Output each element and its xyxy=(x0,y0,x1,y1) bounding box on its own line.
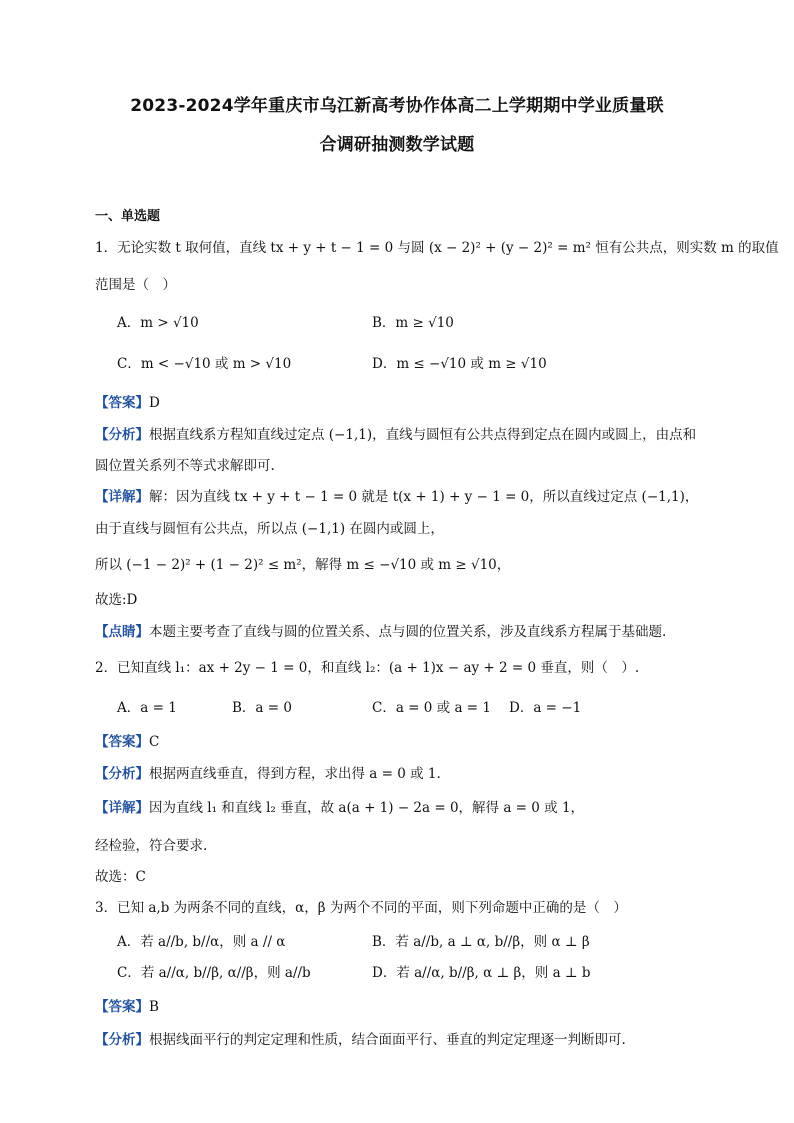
q3-analysis-line xyxy=(95,1028,626,1048)
detail-tag: 【详解】 xyxy=(95,489,149,505)
q1-answer-line xyxy=(95,391,160,411)
q1-detail-line-4: 故选:D xyxy=(95,592,138,608)
page-title-line-2: 合调研抽测数学试题 xyxy=(319,135,475,155)
page-title-line-1: 2023-2024学年重庆市乌江新高考协作体高二上学期期中学业质量联 xyxy=(130,96,664,116)
q1-stem-line-1: 1．无论实数 t 取何值，直线 tx + y + t − 1 = 0 与圆 (x − 2)² + (y − 2)² = m² 恒有公共点，则实数 m 的取值 xyxy=(95,240,779,256)
q2-answer-line xyxy=(95,730,159,750)
q2-option-c: C．a = 0 或 a = 1 xyxy=(372,700,491,716)
q2-option-b: B．a = 0 xyxy=(232,700,292,716)
q2-detail-line-3: 故选：C xyxy=(95,869,146,885)
q2-stem: 2．已知直线 l₁：ax + 2y − 1 = 0，和直线 l₂：(a + 1)x − ay + 2 = 0 垂直，则（ ）. xyxy=(95,660,640,676)
q1-detail-line-1 xyxy=(95,485,698,505)
q1-option-b: B．m ≥ √10 xyxy=(372,315,454,331)
q1-analysis-text: 根据直线系方程知直线过定点 (−1,1)，直线与圆恒有公共点得到定点在圆内或圆上，由点和 xyxy=(149,427,697,443)
q1-detail-text: 解：因为直线 tx + y + t − 1 = 0 就是 t(x + 1) + y − 1 = 0，所以直线过定点 (−1,1)， xyxy=(149,489,699,505)
q2-detail-line-2: 经检验，符合要求. xyxy=(95,838,208,854)
q3-option-c: C．若 a//α, b//β, α//β，则 a//b xyxy=(117,965,311,981)
analysis-tag: 【分析】 xyxy=(95,427,149,443)
q2-option-a: A．a = 1 xyxy=(117,700,177,716)
q1-detail-line-2: 由于直线与圆恒有公共点，所以点 (−1,1) 在圆内或圆上， xyxy=(95,521,444,537)
q2-detail-text: 因为直线 l₁ 和直线 l₂ 垂直，故 a(a + 1) − 2a = 0，解得 a = 0 或 1， xyxy=(149,800,585,816)
q1-answer-value: D xyxy=(149,395,160,411)
q1-analysis-line-2: 圆位置关系列不等式求解即可. xyxy=(95,458,275,474)
q2-answer-value: C xyxy=(149,734,160,750)
q1-analysis-line-1 xyxy=(95,423,696,443)
analysis-tag: 【分析】 xyxy=(95,766,149,782)
section-heading: 一、单选题 xyxy=(95,209,161,224)
answer-tag: 【答案】 xyxy=(95,999,149,1015)
comment-tag: 【点睛】 xyxy=(95,624,149,640)
analysis-tag: 【分析】 xyxy=(95,1032,149,1048)
q3-option-d: D．若 a//α, b//β, α ⊥ β，则 a ⊥ b xyxy=(372,965,591,981)
q3-analysis-text: 根据线面平行的判定定理和性质，结合面面平行、垂直的判定定理逐一判断即可. xyxy=(149,1032,626,1048)
q2-detail-line-1 xyxy=(95,796,584,816)
q3-option-a: A．若 a//b, b//α，则 a // α xyxy=(117,934,286,950)
q1-detail-line-3: 所以 (−1 − 2)² + (1 − 2)² ≤ m²，解得 m ≤ −√10 或 m ≥ √10， xyxy=(95,557,511,573)
q2-analysis-line xyxy=(95,762,441,782)
q1-option-c: C．m < −√10 或 m > √10 xyxy=(117,356,292,372)
q3-option-b: B．若 a//b, a ⊥ α, b//β，则 α ⊥ β xyxy=(372,934,590,950)
q1-comment-text: 本题主要考查了直线与圆的位置关系、点与圆的位置关系，涉及直线系方程属于基础题. xyxy=(149,624,667,640)
q2-option-d: D．a = −1 xyxy=(509,700,582,716)
q3-answer-line xyxy=(95,995,159,1015)
q1-stem-line-2: 范围是（ ） xyxy=(95,277,176,293)
q3-answer-value: B xyxy=(149,999,159,1015)
q1-option-d: D．m ≤ −√10 或 m ≥ √10 xyxy=(372,356,547,372)
detail-tag: 【详解】 xyxy=(95,800,149,816)
q3-stem: 3．已知 a,b 为两条不同的直线，α，β 为两个不同的平面，则下列命题中正确的是（ ） xyxy=(95,900,627,916)
q1-option-a: A．m > √10 xyxy=(117,315,199,331)
answer-tag: 【答案】 xyxy=(95,734,149,750)
answer-tag: 【答案】 xyxy=(95,395,149,411)
q1-comment-line xyxy=(95,620,666,640)
q2-analysis-text: 根据两直线垂直，得到方程，求出得 a = 0 或 1. xyxy=(149,766,441,782)
